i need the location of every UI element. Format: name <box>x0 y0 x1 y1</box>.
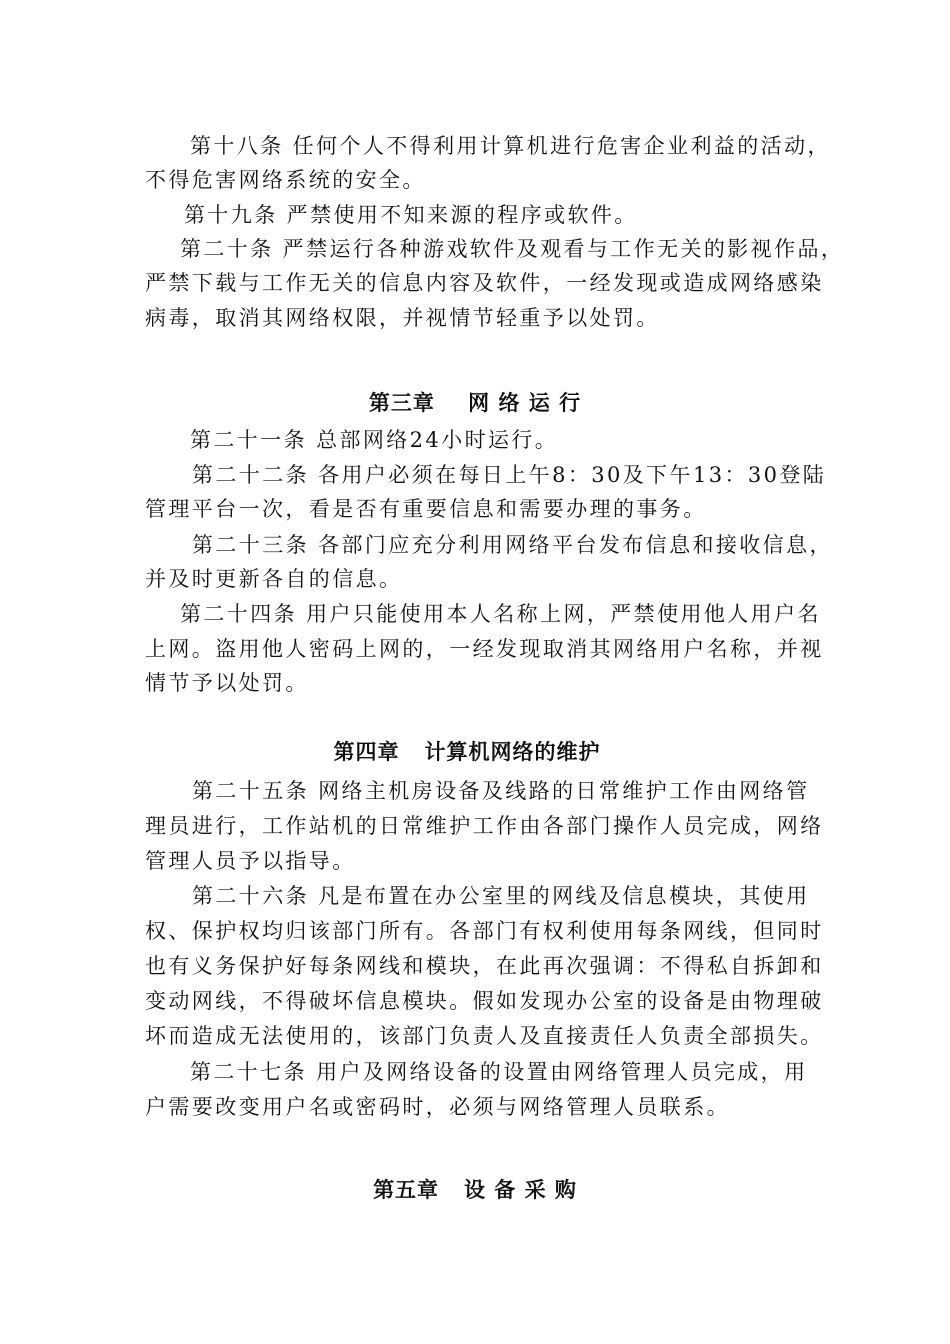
article-25-line-1: 第二十五条 网络主机房设备及线路的日常维护工作由网络管 <box>192 779 810 803</box>
article-21-line-1: 第二十一条 总部网络24小时运行。 <box>190 428 559 452</box>
chapter-5-heading: 第五章 设 备 采 购 <box>373 1177 577 1202</box>
article-22-line-2: 管理平台一次，看是否有重要信息和需要办理的事务。 <box>145 497 707 521</box>
article-20-line-1: 第二十条 严禁运行各种游戏软件及观看与工作无关的影视作品， <box>180 237 845 261</box>
article-27-line-2: 户需要改变用户名或密码时，必须与网络管理人员联系。 <box>145 1095 730 1119</box>
article-24-line-2: 上网。盗用他人密码上网的，一经发现取消其网络用户名称，并视 <box>145 637 824 661</box>
article-19-line-1: 第十九条 严禁使用不知来源的程序或软件。 <box>184 203 638 227</box>
article-20-line-2: 严禁下载与工作无关的信息内容及软件，一经发现或造成网络感染 <box>145 271 824 295</box>
chapter-4-heading: 第四章 计算机网络的维护 <box>333 739 601 764</box>
article-26-line-1: 第二十六条 凡是布置在办公室里的网线及信息模块，其使用 <box>192 884 810 908</box>
article-26-line-4: 变动网线，不得破坏信息模块。假如发现办公室的设备是由物理破 <box>145 989 824 1013</box>
article-23-line-1: 第二十三条 各部门应充分利用网络平台发布信息和接收信息， <box>192 533 833 557</box>
article-23-line-2: 并及时更新各自的信息。 <box>145 567 403 591</box>
article-27-line-1: 第二十七条 用户及网络设备的设置由网络管理人员完成，用 <box>190 1060 808 1084</box>
article-26-line-2: 权、保护权均归该部门所有。各部门有权利使用每条网线，但同时 <box>145 919 824 943</box>
article-20-line-3: 病毒，取消其网络权限，并视情节轻重予以处罚。 <box>145 306 660 330</box>
article-24-line-3: 情节予以处罚。 <box>145 671 309 695</box>
article-18-line-1: 第十八条 任何个人不得利用计算机进行危害企业利益的活动， <box>190 134 831 158</box>
article-26-line-5: 坏而造成无法使用的，该部门负责人及直接责任人负责全部损失。 <box>145 1024 824 1048</box>
chapter-3-heading: 第三章 网 络 运 行 <box>368 390 582 415</box>
article-25-line-3: 管理人员予以指导。 <box>145 849 356 873</box>
article-25-line-2: 理员进行，工作站机的日常维护工作由各部门操作人员完成，网络 <box>145 814 824 838</box>
article-26-line-3: 也有义务保护好每条网线和模块，在此再次强调：不得私自拆卸和 <box>145 954 824 978</box>
article-22-line-1: 第二十二条 各用户必须在每日上午8：30及下午13：30登陆 <box>192 463 827 487</box>
article-18-line-2: 不得危害网络系统的安全。 <box>145 168 426 192</box>
article-24-line-1: 第二十四条 用户只能使用本人名称上网，严禁使用他人用户名 <box>180 602 821 626</box>
